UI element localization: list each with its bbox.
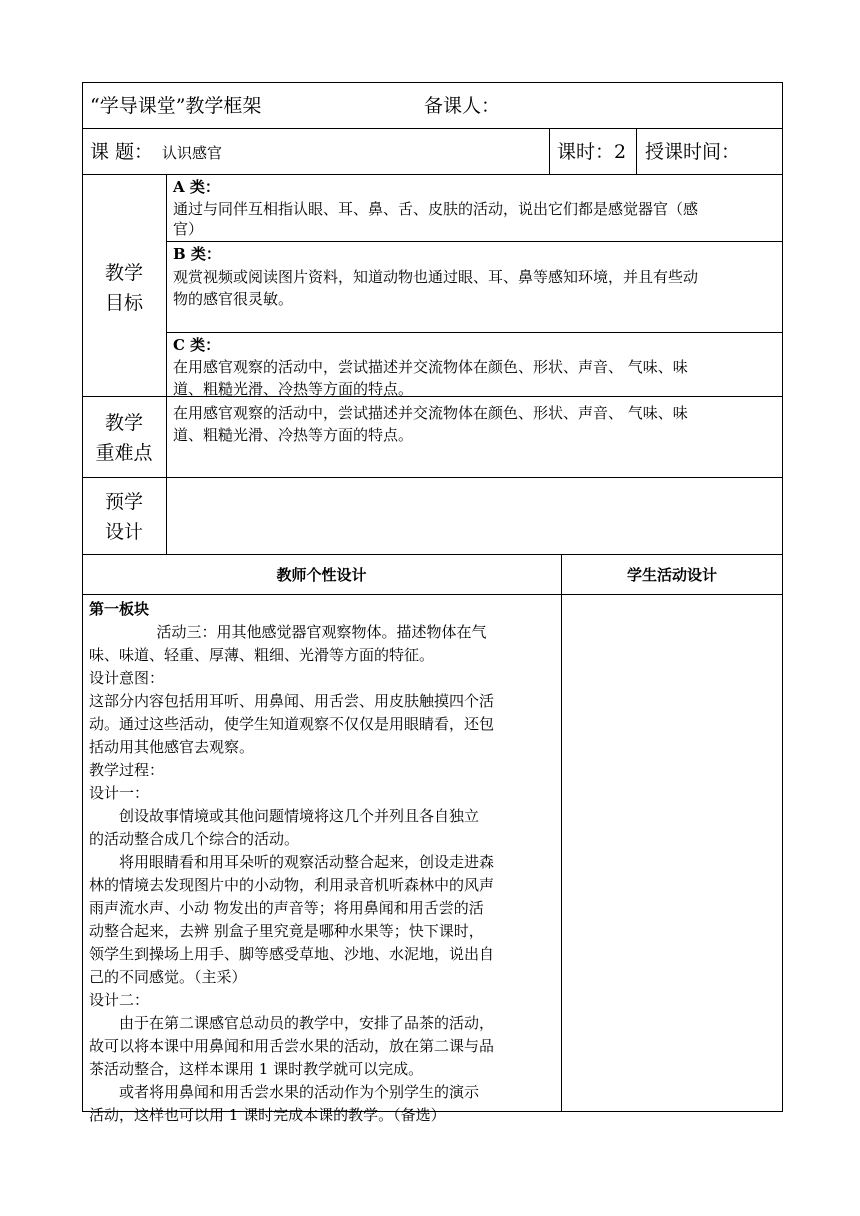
- key-points-line2: 道、粗糙光滑、冷热等方面的特点。: [173, 426, 414, 444]
- objectives-label-line2: 目标: [104, 292, 143, 314]
- design-two-p1-line1: 由于在第二课感官总动员的教学中，安排了品茶的活动，: [119, 1014, 495, 1032]
- section-title: 第一板块: [89, 600, 150, 618]
- design-one-p2-line4: 动整合起来，去辨 别盒子里究竟是哪种水果等；快下课时，: [89, 922, 484, 940]
- design-two-p2-line2: 活动，这样也可以用 1 课时完成本课的教学。（备选）: [89, 1106, 446, 1124]
- document-title: “学导课堂”教学框架: [90, 95, 262, 117]
- design-one-p1-line1: 创设故事情境或其他问题情境将这几个并列且各自独立: [119, 807, 480, 825]
- teaching-process-label: 教学过程：: [89, 761, 165, 779]
- key-points-label-line1: 教学: [104, 412, 143, 434]
- key-points-label: [82, 408, 166, 468]
- objective-b-line2: 物的感官很灵敏。: [173, 290, 294, 308]
- key-points-divider: [166, 396, 167, 478]
- topic-label: 课 题：: [90, 141, 154, 163]
- objective-b-line1: 观赏视频或阅读图片资料，知道动物也通过眼、耳、鼻等感知环境，并且有些动: [173, 268, 699, 286]
- objective-a-divider: [166, 241, 783, 242]
- preview-label-line2: 设计: [104, 521, 143, 543]
- teaching-time-label: 授课时间：: [645, 141, 741, 163]
- intent-line2: 动。通过这些活动，使学生知道观察不仅仅是用眼睛看，还包: [89, 715, 495, 733]
- design-one-label: 设计一：: [89, 784, 150, 802]
- objectives-label: [82, 258, 166, 318]
- preview-label-line1: 预学: [104, 491, 143, 513]
- topic-value: 认识感官: [162, 144, 223, 162]
- objective-b-divider: [166, 332, 783, 333]
- design-one-p1-line2: 的活动整合成几个综合的活动。: [89, 830, 300, 848]
- intent-line1: 这部分内容包括用耳听、用鼻闻、用舌尝、用皮肤触摸四个活: [89, 692, 495, 710]
- objective-b-title: B 类：: [173, 245, 221, 263]
- objective-a-title: A 类：: [173, 178, 220, 196]
- teacher-design-content: [89, 598, 559, 1127]
- topic-divider-2: [636, 128, 637, 175]
- design-one-p2-line1: 将用眼睛看和用耳朵听的观察活动整合起来，创设走进森: [119, 853, 495, 871]
- activity-three-line1: 活动三：用其他感觉器官观察物体。描述物体在气: [156, 623, 487, 641]
- design-one-p2-line5: 领学生到操场上用手、脚等感受草地、沙地、水泥地，说出自: [89, 945, 495, 963]
- objectives-divider: [166, 174, 167, 397]
- preview-divider: [166, 477, 167, 555]
- key-points-label-line2: 重难点: [95, 442, 153, 464]
- design-one-p2-line6: 己的不同感觉。（主采）: [89, 968, 247, 986]
- student-activity-header: 学生活动设计: [626, 566, 717, 584]
- design-two-p1-line2: 故可以将本课中用鼻闻和用舌尝水果的活动，放在第二课与品: [89, 1037, 495, 1055]
- objectives-label-line1: 教学: [104, 262, 143, 284]
- objective-c-line1: 在用感官观察的活动中，尝试描述并交流物体在颜色、形状、声音、 气味、味: [173, 358, 688, 376]
- preview-block: [82, 477, 783, 555]
- design-two-label: 设计二：: [89, 991, 150, 1009]
- objective-a-line1: 通过与同伴互相指认眼、耳、鼻、舌、皮肤的活动，说出它们都是感觉器官（感: [173, 200, 699, 218]
- design-two-p1-line3: 茶活动整合，这样本课用 1 课时教学就可以完成。: [89, 1060, 424, 1078]
- design-one-p2-line3: 雨声流水声、小动 物发出的声音等；将用鼻闻和用舌尝的活: [89, 899, 484, 917]
- teacher-design-header: 教师个性设计: [276, 566, 367, 584]
- preview-label: [82, 487, 166, 547]
- design-intent-label: 设计意图：: [89, 669, 165, 687]
- objective-c-line2: 道、粗糙光滑、冷热等方面的特点。: [173, 380, 414, 398]
- preparer-label: 备课人：: [424, 95, 501, 117]
- activity-three-line2: 味、味道、轻重、厚薄、粗细、光滑等方面的特征。: [89, 646, 435, 664]
- lesson-hours: 课时：2: [557, 141, 627, 163]
- objective-c-title: C 类：: [173, 336, 221, 354]
- key-points-line1: 在用感官观察的活动中，尝试描述并交流物体在颜色、形状、声音、 气味、味: [173, 404, 688, 422]
- intent-line3: 括动用其他感官去观察。: [89, 738, 255, 756]
- design-one-p2-line2: 林的情境去发现图片中的小动物，利用录音机听森林中的风声: [89, 876, 495, 894]
- design-two-p2-line1: 或者将用鼻闻和用舌尝水果的活动作为个别学生的演示: [119, 1083, 480, 1101]
- objective-a-line2: 官）: [173, 220, 204, 238]
- topic-divider-1: [549, 128, 550, 175]
